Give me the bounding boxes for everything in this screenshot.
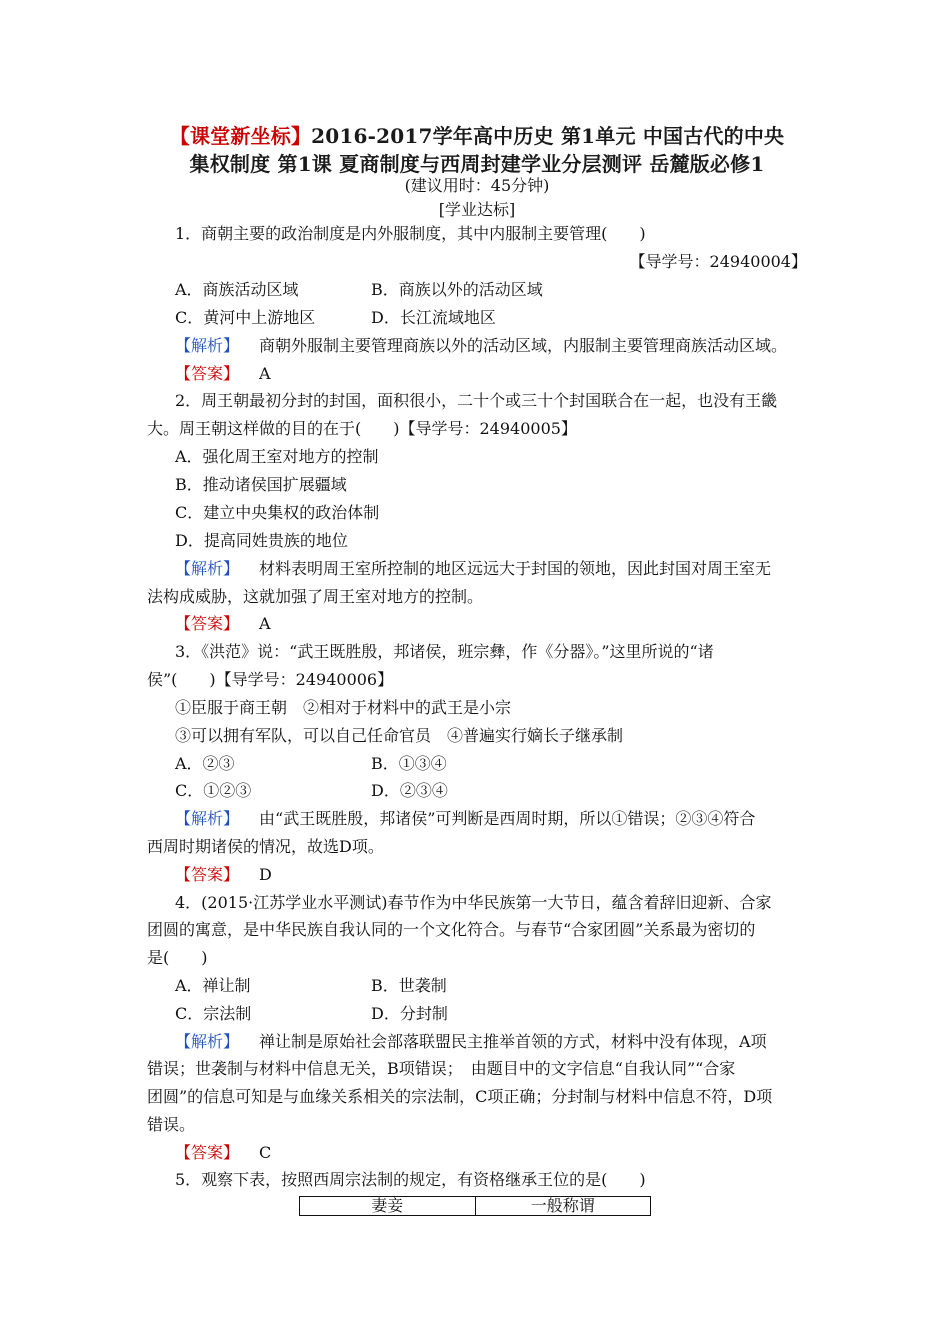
q2-analysis-line-2: 法构成威胁，这就加强了周王室对地方的控制。 [147, 587, 484, 606]
q1-options-row-2 [147, 308, 807, 328]
q3-answer [147, 865, 807, 885]
q1-analysis-text: 商朝外服制主要管理商族以外的活动区域，内服制主要管理商族活动区域。 [259, 336, 788, 355]
q1-answer [147, 364, 807, 384]
q1-option-d: D．长江流域地区 [371, 308, 496, 327]
q3-stem-line-1: 3．《洪范》说：“武王既胜殷，邦诸侯，班宗彝，作《分器》。”这里所说的“诸 [175, 642, 714, 661]
q4-option-b: B．世袭制 [371, 976, 447, 995]
document-title [147, 122, 807, 178]
q1-option-b: B．商族以外的活动区域 [371, 280, 543, 299]
q2-answer-value: A [259, 614, 271, 633]
q3-items-line-1: ①臣服于商王朝 ②相对于材料中的武王是小宗 [175, 698, 512, 717]
suggested-time: (建议用时：45分钟) [404, 176, 550, 195]
q3-analysis-line-1 [147, 809, 807, 829]
q4-option-d: D．分封制 [371, 1004, 448, 1023]
answer-label: 【答案】 [175, 1143, 240, 1162]
q3-option-c: C．①②③ [175, 781, 252, 800]
answer-label: 【答案】 [175, 364, 240, 383]
q2-answer [147, 614, 807, 634]
q3-option-d: D．②③④ [371, 781, 448, 800]
q5-table [299, 1196, 651, 1216]
q2-option-b: B．推动诸侯国扩展疆域 [175, 475, 347, 494]
q2-option-c: C．建立中央集权的政治体制 [175, 503, 380, 522]
q4-analysis-line-4: 错误。 [147, 1115, 196, 1134]
table-header-cell: 妻妾 [300, 1197, 476, 1216]
q3-analysis-line-2: 西周时期诸侯的情况，故选D项。 [147, 837, 384, 856]
q4-analysis-line-2: 错误；世袭制与材料中信息无关，B项错误； 由题目中的文字信息“自我认同”“合家 [147, 1059, 736, 1078]
title-bracket-right: 】 [290, 124, 312, 148]
q2-analysis-text-1: 材料表明周王室所控制的地区远远大于封国的领地，因此封国对周王室无 [259, 559, 772, 578]
q3-stem-line-2: 侯”( )【导学号：24940006】 [147, 670, 394, 689]
q3-answer-value: D [259, 865, 272, 884]
q5-stem: 5．观察下表，按照西周宗法制的规定，有资格继承王位的是( ) [175, 1170, 646, 1189]
q1-analysis [147, 336, 807, 356]
q4-stem-line-1: 4．(2015·江苏学业水平测试)春节作为中华民族第一大节日，蕴含着辞旧迎新、合家 [175, 893, 772, 912]
q1-option-c: C．黄河中上游地区 [175, 308, 316, 327]
q4-option-a: A．禅让制 [175, 976, 251, 995]
q4-answer [147, 1143, 807, 1163]
q1-options-row-1 [147, 280, 807, 300]
title-line-1 [147, 122, 807, 150]
q2-stem-line-1: 2．周王朝最初分封的封国，面积很小，二十个或三十个封国联合在一起，也没有王畿 [175, 391, 778, 410]
table-row [300, 1197, 651, 1216]
q4-answer-value: C [259, 1143, 272, 1162]
q1-guide-number: 【导学号：24940004】 [629, 252, 807, 271]
title-bracket-left: 【 [169, 124, 190, 148]
q2-stem-line-2: 大。周王朝这样做的目的在于( )【导学号：24940005】 [147, 419, 577, 438]
answer-label: 【答案】 [175, 614, 240, 633]
q4-stem-line-3: 是( ) [147, 948, 208, 967]
q1-option-a: A．商族活动区域 [175, 280, 299, 299]
section-heading: [学业达标] [438, 200, 516, 219]
title-line-2: 集权制度 第1课 夏商制度与西周封建学业分层测评 岳麓版必修1 [189, 152, 765, 176]
answer-label: 【答案】 [175, 865, 240, 884]
q1-stem: 1．商朝主要的政治制度是内外服制度，其中内服制主要管理( ) [175, 224, 646, 243]
q4-analysis-text-1: 禅让制是原始社会部落联盟民主推举首领的方式，材料中没有体现，A项 [259, 1032, 767, 1051]
table-header-cell: 一般称谓 [475, 1197, 651, 1216]
q4-option-c: C．宗法制 [175, 1004, 252, 1023]
analysis-label: 【解析】 [175, 809, 240, 828]
analysis-label: 【解析】 [175, 1032, 240, 1051]
q4-analysis-line-1 [147, 1032, 807, 1052]
q2-option-a: A．强化周王室对地方的控制 [175, 447, 379, 466]
q2-analysis-line-1 [147, 559, 807, 579]
q3-option-b: B．①③④ [371, 754, 447, 773]
q4-analysis-line-3: 团圆”的信息可知是与血缘关系相关的宗法制，C项正确；分封制与材料中信息不符，D项 [147, 1087, 773, 1106]
q3-options-row-2 [147, 781, 807, 801]
title-brand: 课堂新坐标 [189, 124, 291, 148]
q1-answer-value: A [259, 364, 271, 383]
q3-items-line-2: ③可以拥有军队，可以自己任命官员 ④普遍实行嫡长子继承制 [175, 726, 624, 745]
q4-options-row-2 [147, 1004, 807, 1024]
q2-option-d: D．提高同姓贵族的地位 [175, 531, 348, 550]
analysis-label: 【解析】 [175, 559, 240, 578]
q3-analysis-text-1: 由“武王既胜殷，邦诸侯”可判断是西周时期，所以①错误；②③④符合 [259, 809, 756, 828]
q4-options-row-1 [147, 976, 807, 996]
q3-options-row-1 [147, 754, 807, 774]
q3-option-a: A．②③ [175, 754, 235, 773]
title-line-1-text: 2016-2017学年高中历史 第1单元 中国古代的中央 [311, 124, 785, 148]
q4-stem-line-2: 团圆的寓意，是中华民族自我认同的一个文化符合。与春节“合家团圆”关系最为密切的 [147, 920, 756, 939]
analysis-label: 【解析】 [175, 336, 240, 355]
